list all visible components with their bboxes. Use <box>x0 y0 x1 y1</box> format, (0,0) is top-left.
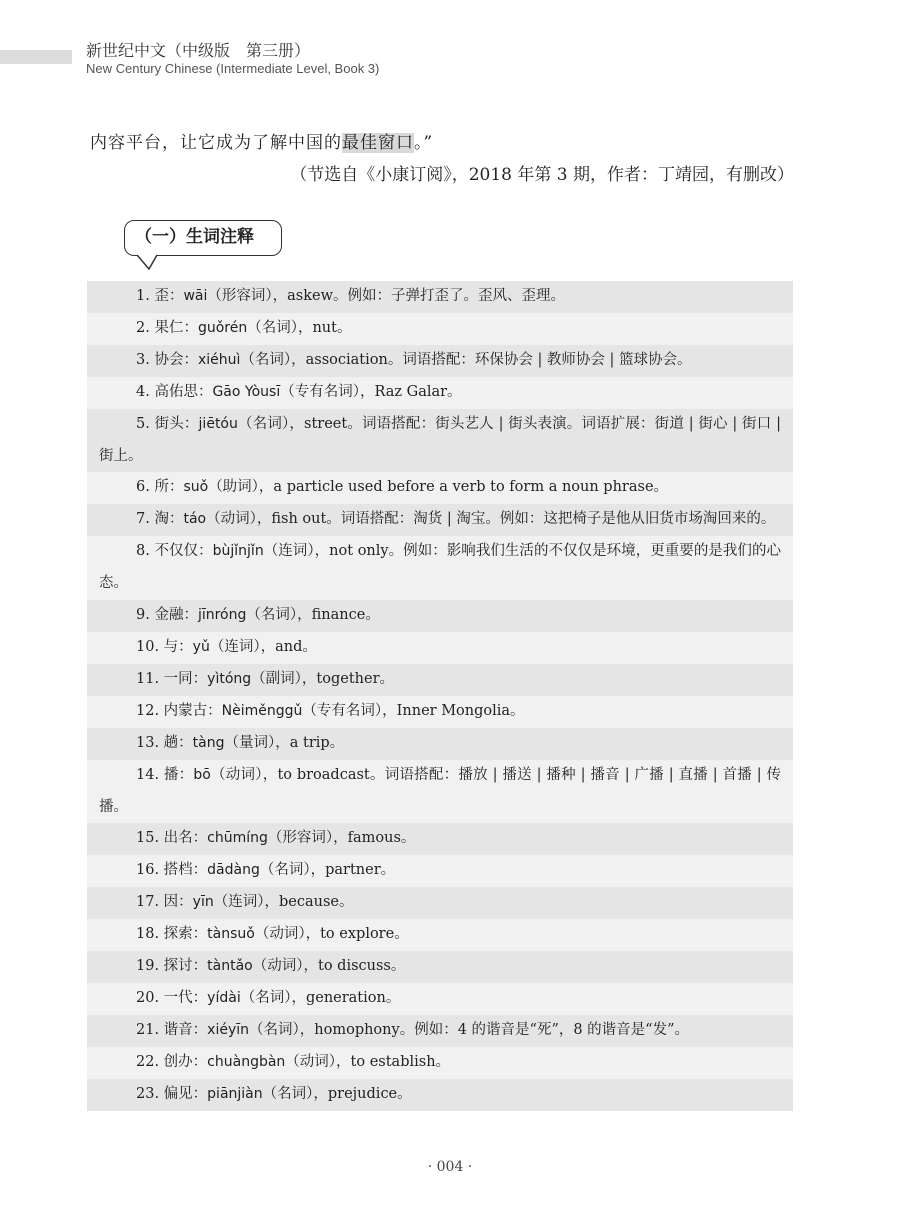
page-number: · 004 · <box>427 1159 473 1175</box>
vocab-definition: （副词），together。 <box>251 670 395 687</box>
vocab-word: 8. 不仅仅： <box>136 543 213 560</box>
vocab-row <box>87 600 793 632</box>
vocab-definition: （形容词），famous。 <box>267 830 416 847</box>
vocab-pinyin: yìtóng <box>207 670 252 687</box>
vocab-row <box>87 345 793 377</box>
vocab-definition: （动词），to broadcast。词语搭配：播放 | 播送 | 播种 | 播音 | 广播 | 直播 | 首播 | 传播。 <box>99 766 781 815</box>
vocab-word: 9. 金融： <box>136 607 198 624</box>
vocab-definition: （连词），because。 <box>213 894 354 911</box>
vocab-row <box>87 728 793 760</box>
vocab-row <box>87 983 793 1015</box>
vocab-pinyin: wāi <box>183 288 208 304</box>
vocab-pinyin: tàng <box>192 734 225 751</box>
section-label-vocabulary: （一）生词注释 <box>124 220 282 256</box>
vocab-pinyin: xiéyīn <box>207 1021 250 1038</box>
vocab-pinyin: Gāo Yòusī <box>212 383 281 400</box>
vocab-row <box>87 664 793 696</box>
vocab-row <box>87 951 793 983</box>
vocab-definition: （连词），and。 <box>209 638 317 655</box>
vocab-row <box>87 1047 793 1079</box>
vocab-row <box>87 823 793 855</box>
speech-bubble-tail <box>137 254 159 270</box>
vocab-row <box>87 504 793 536</box>
vocab-pinyin: suǒ <box>183 479 209 496</box>
intro-text-line <box>90 128 433 153</box>
intro-text-before: 内容平台，让它成为了解中国的 <box>90 133 342 153</box>
vocab-definition: （名词），partner。 <box>259 862 396 879</box>
vocab-pinyin: chuàngbàn <box>207 1053 286 1070</box>
vocab-word: 17. 因： <box>136 894 193 911</box>
vocab-word: 15. 出名： <box>136 830 208 847</box>
vocab-definition: （名词），finance。 <box>246 607 380 624</box>
vocab-row <box>87 855 793 887</box>
vocab-row <box>87 1015 793 1047</box>
vocab-pinyin: Nèiměnggǔ <box>221 702 303 719</box>
vocab-word: 3. 协会： <box>136 351 198 368</box>
vocab-row <box>87 632 793 664</box>
vocab-word: 22. 创办： <box>136 1053 208 1070</box>
vocab-word: 2. 果仁： <box>136 319 198 336</box>
vocab-definition: （名词），street。词语搭配：街头艺人 | 街头表演。词语扩展：街道 | 街心 | 街口 | 街上。 <box>99 415 781 464</box>
vocab-word: 14. 播： <box>136 766 194 783</box>
vocab-pinyin: dādàng <box>207 862 260 879</box>
vocab-pinyin: jīnróng <box>197 607 247 624</box>
vocab-definition: （名词），nut。 <box>247 319 352 336</box>
vocab-pinyin: bùjǐnjǐn <box>212 543 264 560</box>
vocab-definition: （名词），prejudice。 <box>262 1085 412 1102</box>
highlighted-word-1: 最佳 <box>342 133 378 153</box>
vocab-row <box>87 536 793 600</box>
vocab-word: 12. 内蒙古： <box>136 702 222 719</box>
header-decoration-bar <box>0 50 72 64</box>
book-title-english: New Century Chinese (Intermediate Level, Book 3) <box>86 61 380 76</box>
vocab-word: 16. 搭档： <box>136 862 208 879</box>
vocab-definition: （动词），fish out。词语搭配：淘货 | 淘宝。例如：这把椅子是他从旧货市场淘回来的。 <box>206 511 776 528</box>
vocab-word: 5. 街头： <box>136 415 199 432</box>
vocab-word: 19. 探讨： <box>136 958 208 975</box>
vocab-word: 18. 探索： <box>136 926 208 943</box>
vocab-word: 13. 趟： <box>136 734 193 751</box>
vocab-pinyin: guǒrén <box>197 319 248 336</box>
highlighted-word-2: 窗口 <box>378 133 414 153</box>
source-citation: （节选自《小康订阅》，2018 年第 3 期，作者：丁靖园，有删改） <box>290 165 794 185</box>
vocab-definition: （专有名词），Raz Galar。 <box>280 383 462 400</box>
vocab-row <box>87 472 793 504</box>
vocab-row <box>87 377 793 409</box>
vocab-pinyin: jiētóu <box>198 415 238 432</box>
vocab-row <box>87 313 793 345</box>
vocab-word: 1. 歪： <box>136 288 184 304</box>
vocab-word: 4. 高佑思： <box>136 383 213 400</box>
vocab-row <box>87 760 793 824</box>
vocab-word: 23. 偏见： <box>136 1085 208 1102</box>
intro-text-after: 。” <box>414 133 434 153</box>
vocab-definition: （名词），generation。 <box>240 989 401 1006</box>
vocab-row <box>87 281 793 313</box>
vocab-row <box>87 887 793 919</box>
vocab-pinyin: yídài <box>207 989 241 1006</box>
vocab-pinyin: yīn <box>192 894 214 911</box>
vocab-pinyin: táo <box>183 511 207 528</box>
vocab-pinyin: tàntǎo <box>207 958 253 975</box>
vocab-definition: （动词），to establish。 <box>285 1053 451 1070</box>
vocab-word: 20. 一代： <box>136 989 208 1006</box>
vocab-word: 21. 谐音： <box>136 1021 208 1038</box>
vocab-pinyin: bō <box>193 766 211 783</box>
vocabulary-list <box>87 281 793 1111</box>
vocab-pinyin: yǔ <box>192 638 210 655</box>
vocab-word: 7. 淘： <box>136 511 184 528</box>
vocab-definition: （量词），a trip。 <box>224 734 345 751</box>
vocab-word: 6. 所： <box>136 479 184 496</box>
vocab-row <box>87 1079 793 1111</box>
vocab-word: 11. 一同： <box>136 670 208 687</box>
vocab-definition: （名词），association。词语搭配：环保协会 | 教师协会 | 篮球协会。 <box>240 351 692 368</box>
vocab-row <box>87 409 793 473</box>
vocab-definition: （形容词），askew。例如：子弹打歪了。歪风、歪理。 <box>207 288 565 304</box>
vocab-pinyin: chūmíng <box>207 830 268 847</box>
vocab-row <box>87 696 793 728</box>
vocab-definition: （连词），not only。例如：影响我们生活的不仅仅是环境，更重要的是我们的心态。 <box>99 543 781 592</box>
vocab-pinyin: tànsuǒ <box>207 926 255 943</box>
book-title-chinese: 新世纪中文（中级版 第三册） <box>86 41 311 60</box>
vocab-pinyin: piānjiàn <box>207 1085 263 1102</box>
vocab-pinyin: xiéhuì <box>197 351 241 368</box>
vocab-definition: （专有名词），Inner Mongolia。 <box>302 702 525 719</box>
vocab-definition: （动词），to discuss。 <box>252 958 406 975</box>
vocab-row <box>87 919 793 951</box>
vocab-word: 10. 与： <box>136 638 193 655</box>
vocab-definition: （名词），homophony。例如：4 的谐音是“死”，8 的谐音是“发”。 <box>249 1021 690 1038</box>
vocab-definition: （动词），to explore。 <box>254 926 409 943</box>
vocab-definition: （助词），a particle used before a verb to form a noun phrase。 <box>208 479 669 496</box>
